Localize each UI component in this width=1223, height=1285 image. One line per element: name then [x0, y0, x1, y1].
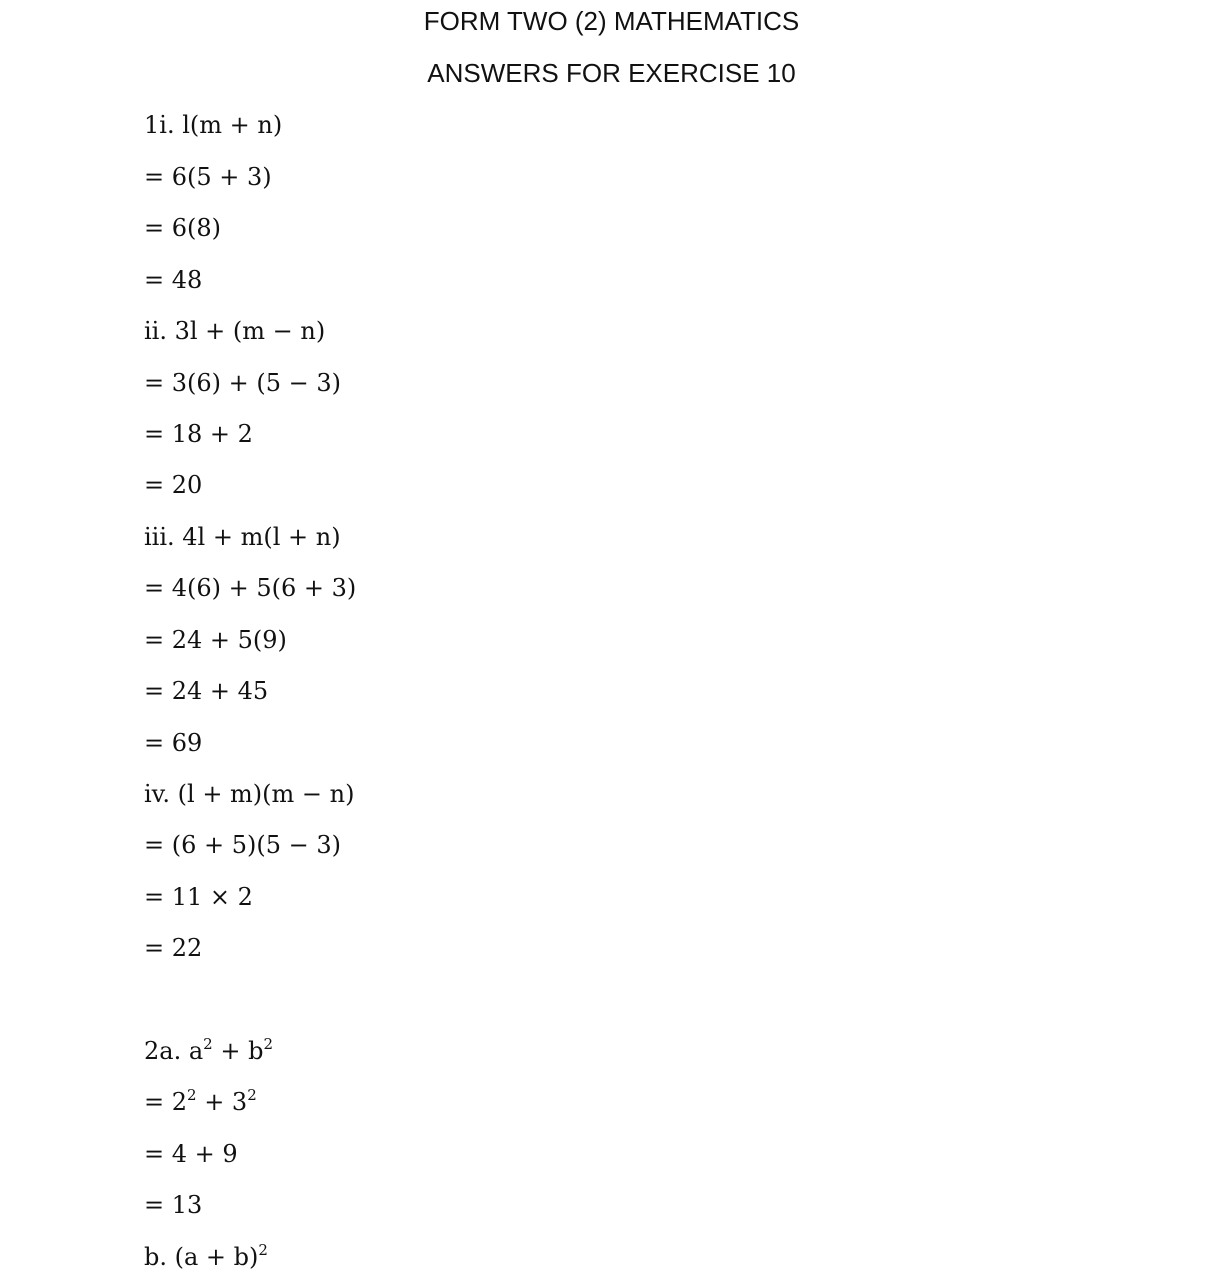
math-line: = 6(8)	[144, 214, 222, 242]
math-line: = 4 + 9	[144, 1140, 238, 1168]
math-line-iv: iv. (l + m)(m − n)	[144, 780, 355, 808]
math-line: = (6 + 5)(5 − 3)	[144, 831, 342, 859]
math-line-1i: 1i. l(m + n)	[144, 111, 283, 139]
math-line: = 4(6) + 5(6 + 3)	[144, 574, 357, 602]
document-subtitle: ANSWERS FOR EXERCISE 10	[427, 58, 796, 88]
exponent: 2	[258, 1241, 268, 1259]
math-line: = 11 × 2	[144, 883, 253, 911]
exponent: 2	[263, 1035, 273, 1053]
math-text: = 2	[144, 1088, 188, 1116]
math-line: = 3(6) + (5 − 3)	[144, 369, 342, 397]
math-line	[144, 1084, 257, 1120]
math-text: 2a. a	[144, 1037, 204, 1065]
math-line: = 20	[144, 471, 203, 499]
document-title: FORM TWO (2) MATHEMATICS	[423, 6, 800, 36]
math-text: + 3	[196, 1088, 248, 1116]
math-text: b. (a + b)	[144, 1243, 259, 1271]
math-line: = 69	[144, 729, 203, 757]
math-line: = 13	[144, 1191, 203, 1219]
math-line-ii: ii. 3l + (m − n)	[144, 317, 326, 345]
math-line: = 22	[144, 934, 203, 962]
math-line: = 24 + 45	[144, 677, 269, 705]
math-text: + b	[212, 1037, 264, 1065]
math-line-2a	[144, 1033, 273, 1069]
exponent: 2	[247, 1086, 257, 1104]
math-line: = 6(5 + 3)	[144, 163, 272, 191]
math-line: = 48	[144, 266, 203, 294]
math-line-iii: iii. 4l + m(l + n)	[144, 523, 341, 551]
exponent: 2	[203, 1035, 213, 1053]
math-line-2b	[144, 1239, 268, 1275]
math-line: = 18 + 2	[144, 420, 253, 448]
exponent: 2	[187, 1086, 197, 1104]
math-line: = 24 + 5(9)	[144, 626, 287, 654]
